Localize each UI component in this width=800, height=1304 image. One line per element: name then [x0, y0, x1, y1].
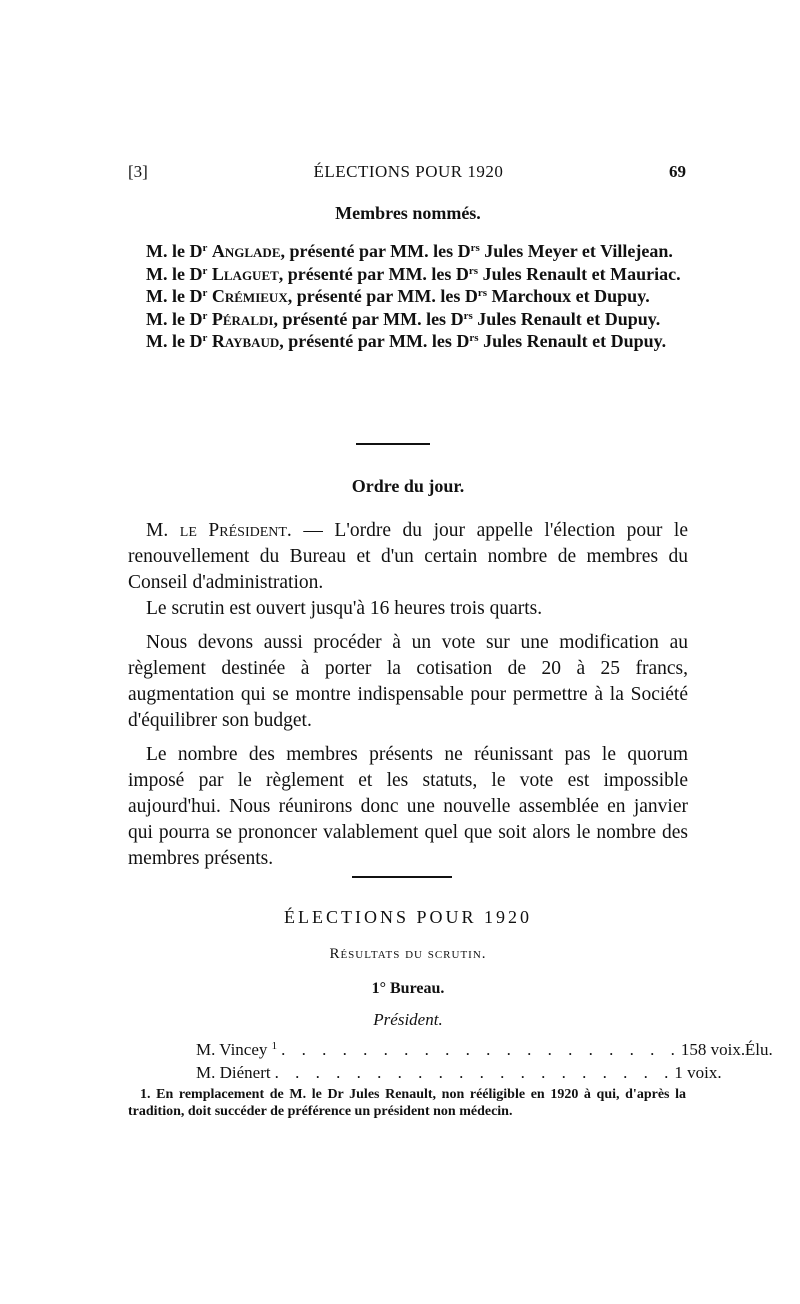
election-result: Élu.	[744, 1040, 773, 1059]
footnote	[128, 1086, 686, 1120]
member-entry: M. le $D^r$ Llaguet, présenté par MM. les $D^{rs}$ Jules Renault et Mauriac.	[146, 263, 681, 284]
leader-dots: . . . . . . . . . . . . . . . . . . . .	[274, 1063, 675, 1082]
page-number: 69	[668, 162, 686, 181]
results-subtitle: Résultats du scrutin.	[329, 946, 487, 962]
results-table	[196, 1038, 773, 1084]
candidate-name: M. Diénert	[196, 1063, 271, 1082]
member-entry: M. le $D^r$ Péraldi, présenté par MM. les $D^{rs}$ Jules Renault et Dupuy.	[146, 308, 661, 329]
members-list	[128, 240, 688, 353]
leader-dots: . . . . . . . . . . . . . . . . . . . .	[281, 1040, 681, 1059]
section-divider	[352, 876, 452, 878]
paragraph: M. le Président. — L'ordre du jour appelle l'élection pour le renouvellement du Bureau et d'un certain nombre de membres du Conseil d'administration.	[128, 520, 688, 593]
paragraph: Nous devons aussi procéder à un vote sur une modification au règlement destinée à porter la cotisation de 20 à 25 francs, augmentation qui se montre indispensable pour permettre à la Société d'équilibrer son budget.	[128, 632, 688, 731]
footnote-text: 1. En remplacement de M. le Dr Jules Renault, non rééligible en 1920 à qui, d'après la tradition, doit succéder de préférence un président non médecin.	[128, 1087, 686, 1119]
running-title: ÉLECTIONS POUR 1920	[313, 162, 504, 181]
result-row	[196, 1061, 722, 1084]
member-entry: M. le $D^r$ Anglade, présenté par MM. les $D^{rs}$ Jules Meyer et Villejean.	[146, 241, 673, 261]
role-heading: Président.	[373, 1010, 443, 1029]
section-divider	[356, 443, 430, 445]
paragraph: Le nombre des membres présents ne réunissant pas le quorum imposé par le règlement et les statuts, le vote est impossible aujourd'hui. Nous réunirons donc une nouvelle assemblée en janvier qui pourra se prononcer valablement quel que soit alors le nombre des membres présents.	[128, 744, 688, 869]
member-entry: M. le $D^r$ Crémieux, présenté par MM. les $D^{rs}$ Marchoux et Dupuy.	[146, 286, 650, 306]
result-row	[196, 1038, 773, 1061]
vote-count: 1 voix.	[674, 1063, 722, 1082]
ordre-heading: Ordre du jour.	[351, 476, 465, 496]
speaker-name: M. le Président.	[146, 520, 292, 541]
bureau-heading: 1° Bureau.	[371, 980, 445, 997]
member-name: Péraldi	[211, 308, 274, 329]
footnote-ref: 1	[271, 1040, 278, 1052]
member-entry: M. le $D^r$ Raybaud, présenté par MM. les $D^{rs}$ Jules Renault et Dupuy.	[146, 331, 667, 351]
election-result	[722, 1061, 730, 1084]
member-name: Llaguet	[211, 263, 279, 284]
member-name: Raybaud	[211, 331, 280, 351]
section-number: [3]	[128, 162, 148, 181]
members-heading: Membres nommés.	[335, 203, 481, 223]
paragraph: Le scrutin est ouvert jusqu'à 16 heures trois quarts.	[146, 598, 543, 619]
ordre-body	[128, 518, 688, 872]
member-name: Anglade	[211, 241, 281, 261]
candidate-name: M. Vincey $^1$	[196, 1040, 278, 1059]
vote-count: 158 voix.	[680, 1040, 746, 1059]
member-name: Crémieux	[211, 286, 288, 306]
running-header	[128, 162, 686, 182]
elections-title: ÉLECTIONS POUR 1920	[283, 907, 532, 927]
